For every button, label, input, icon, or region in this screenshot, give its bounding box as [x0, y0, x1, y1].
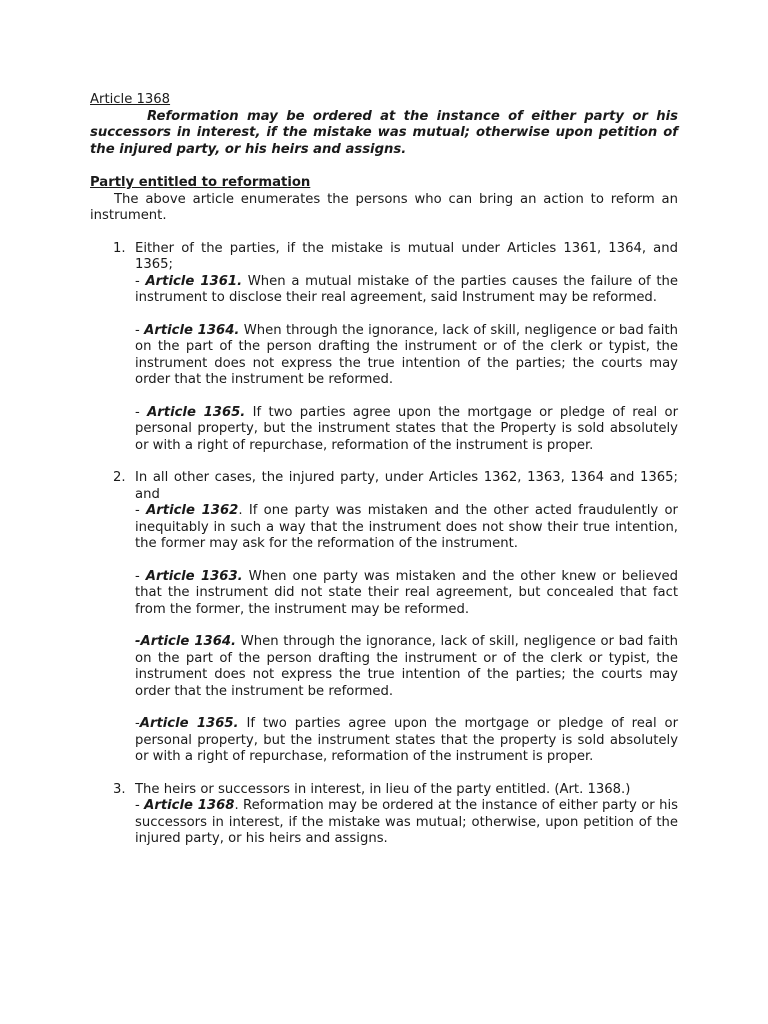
sub-prefix: -	[135, 503, 147, 518]
sub-prefix: -	[135, 404, 148, 420]
article-title: Article 1368	[90, 92, 171, 107]
sub-article	[135, 274, 678, 307]
sub-article-label: Article 1364.	[144, 322, 240, 338]
sub-prefix: -	[135, 273, 146, 289]
sub-article	[135, 503, 678, 553]
sub-article-label: Article 1365.	[139, 716, 239, 731]
sub-article-label: Article 1363.	[145, 568, 243, 584]
article-text: Reformation may be ordered at the instance of either party or his successors in interest, if the mistake was mutual; otherwise upon petition of the injured party, or his heirs and assigns.	[90, 108, 678, 157]
list-item	[90, 470, 678, 766]
list-item-lead: Either of the parties, if the mistake is mutual under Articles 1361, 1364, and 1365;	[135, 240, 678, 272]
list-item-lead: In all other cases, the injured party, under Articles 1362, 1363, 1364 and 1365; and	[135, 470, 678, 502]
sub-article-label: Article 1361.	[145, 273, 243, 289]
sub-prefix: -	[135, 568, 146, 584]
sub-article-text: . Reformation may be ordered at the instance of either party or his successors in interest, if the mistake was mutual; otherwise, upon petition of the injured party, or his heirs and assigns.	[135, 798, 678, 846]
sub-prefix: -	[135, 322, 145, 338]
list-item-lead: The heirs or successors in interest, in lieu of the party entitled. (Art. 1368.)	[135, 781, 631, 797]
list-item	[90, 241, 678, 455]
list-number: 3.	[113, 781, 126, 797]
sub-article	[135, 716, 678, 766]
list-item	[90, 782, 678, 848]
sub-article-label: Article 1362	[146, 503, 239, 518]
section-heading: Partly entitled to reformation	[90, 175, 311, 190]
sub-article-label: Article 1368	[144, 798, 235, 813]
list-number: 2.	[113, 470, 126, 485]
numbered-list	[90, 241, 678, 848]
document-page	[90, 92, 678, 848]
sub-article	[135, 323, 678, 389]
list-number: 1.	[113, 240, 126, 256]
sub-article-text: . If one party was mistaken and the other acted fraudulently or inequitably in such a way that the instrument does not show their true intention, the former may ask for the reformation of the instrument.	[135, 503, 678, 551]
sub-article-text: If two parties agree upon the mortgage or pledge of real or personal property, but the instrument states that the property is sold absolutely or with a right of repurchase, reformation of the instrument is proper.	[135, 716, 679, 764]
sub-prefix: -	[135, 716, 140, 731]
sub-article	[135, 634, 678, 700]
sub-article-label: Article 1364.	[140, 634, 237, 649]
sub-article-text: When a mutual mistake of the parties causes the failure of the instrument to disclose their real agreement, said Instrument may be reformed.	[135, 273, 678, 305]
sub-prefix: -	[135, 634, 141, 649]
section-intro: The above article enumerates the persons who can bring an action to reform an instrument.	[90, 191, 678, 223]
sub-prefix: -	[135, 798, 145, 813]
sub-article-text: When one party was mistaken and the other knew or believed that the instrument did not state their real agreement, but concealed that fact from the former, the instrument may be reformed.	[135, 568, 678, 617]
sub-article-text: When through the ignorance, lack of skill, negligence or bad faith on the part of the person drafting the instrument or of the clerk or typist, the instrument does not express the true intention of the parties; the courts may order that the instrument be reformed.	[135, 634, 678, 699]
sub-article-text: When through the ignorance, lack of skill, negligence or bad faith on the part of the person drafting the instrument or of the clerk or typist, the instrument does not express the true intention of the parties; the courts may order that the instrument be reformed.	[135, 322, 679, 387]
sub-article	[135, 405, 678, 455]
sub-article-text: If two parties agree upon the mortgage or pledge of real or personal property, but the instrument states that the Property is sold absolutely or with a right of repurchase, reformation of the instrument is proper.	[135, 404, 679, 453]
sub-article-label: Article 1365.	[147, 404, 246, 420]
sub-article	[135, 569, 678, 619]
sub-article	[135, 798, 678, 848]
